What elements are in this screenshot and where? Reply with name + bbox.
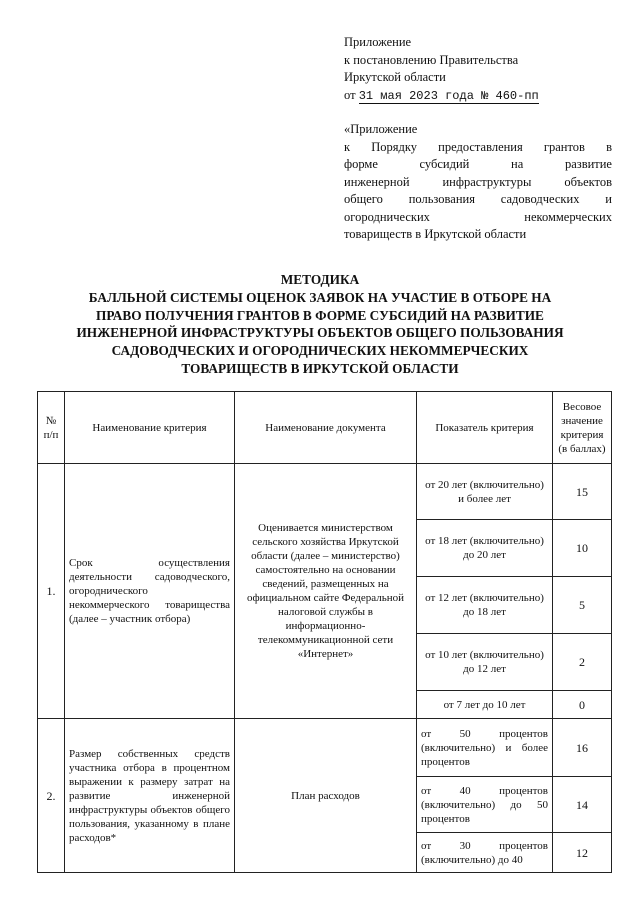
header-criterion: Наименование критерия <box>65 392 235 464</box>
order-line: общего пользования садоводческих и <box>344 192 612 206</box>
title-line: МЕТОДИКА <box>280 272 360 287</box>
indicator-cell: от 20 лет (включительно) и более лет <box>417 464 553 520</box>
title-line: САДОВОДЧЕСКИХ И ОГОРОДНИЧЕСКИХ НЕКОММЕРЧЕСКИХ <box>111 343 529 359</box>
appendix-line: Приложение <box>344 35 412 49</box>
order-line: инженерной инфраструктуры объектов <box>344 174 612 189</box>
appendix-line: Иркутской области <box>344 70 446 84</box>
indicator-cell: от 50 процентов (включительно) и более процентов <box>417 719 553 777</box>
title-line: ПРАВО ПОЛУЧЕНИЯ ГРАНТОВ В ФОРМЕ СУБСИДИЙ НА РАЗВИТИЕ <box>96 307 544 323</box>
table-header-row <box>38 392 612 464</box>
score-cell: 2 <box>553 634 612 691</box>
order-line: товариществ в Иркутской области <box>344 227 527 241</box>
date-prefix: от <box>344 87 356 102</box>
row-number: 1. <box>38 464 65 719</box>
score-cell: 5 <box>553 577 612 634</box>
score-cell: 15 <box>553 464 612 520</box>
score-cell: 10 <box>553 520 612 577</box>
procedure-appendix-note <box>344 121 612 244</box>
table-row <box>38 719 612 777</box>
criterion-name: Размер собственных средств участника отбора в процентном выражении к размеру затрат на развитие инженерной инфраструктуры объектов общего пользования, указанному в плане расходов* <box>65 719 235 873</box>
indicator-cell: от 18 лет (включительно) до 20 лет <box>417 520 553 577</box>
document-title <box>30 271 610 378</box>
title-line: БАЛЛЬНОЙ СИСТЕМЫ ОЦЕНОК ЗАЯВОК НА УЧАСТИЕ В ОТБОРЕ НА <box>88 289 552 305</box>
order-line: форме субсидий на развитие <box>344 157 612 171</box>
indicator-cell: от 7 лет до 10 лет <box>417 691 553 719</box>
indicator-cell: от 40 процентов (включительно) до 50 процентов <box>417 777 553 833</box>
government-resolution-appendix-note <box>344 34 612 105</box>
score-cell: 0 <box>553 691 612 719</box>
score-cell: 12 <box>553 833 612 873</box>
order-line: к Порядку предоставления грантов в <box>344 139 612 154</box>
order-line: «Приложение <box>344 122 418 136</box>
header-weight: Весовое значение критерия (в баллах) <box>553 392 612 464</box>
criterion-name: Срок осуществления деятельности садоводческого, огороднического некоммерческого товарищества (далее – участник отбора) <box>65 464 235 719</box>
resolution-date-line <box>344 87 612 106</box>
resolution-date-number: 31 мая 2023 года № 460-пп <box>358 88 539 103</box>
indicator-cell: от 10 лет (включительно) до 12 лет <box>417 634 553 691</box>
appendix-line: к постановлению Правительства <box>344 52 519 67</box>
header-indicator: Показатель критерия <box>417 392 553 464</box>
header-document: Наименование документа <box>235 392 417 464</box>
indicator-cell: от 30 процентов (включительно) до 40 <box>417 833 553 873</box>
score-cell: 14 <box>553 777 612 833</box>
order-line: огороднических некоммерческих <box>344 209 612 224</box>
criteria-table <box>37 391 612 873</box>
title-line: ТОВАРИЩЕСТВ В ИРКУТСКОЙ ОБЛАСТИ <box>181 360 459 376</box>
indicator-cell: от 12 лет (включительно) до 18 лет <box>417 577 553 634</box>
document-name: План расходов <box>235 719 417 873</box>
header-num: № п/п <box>38 392 65 464</box>
document-name: Оценивается министерством сельского хозяйства Иркутской области (далее – министерство) самостоятельно на основании сведений, размещенных на официальном сайте Федеральной налоговой службы в информационно-телекоммуникационной сети «Интернет» <box>235 464 417 719</box>
row-number: 2. <box>38 719 65 873</box>
table-row <box>38 464 612 520</box>
title-line: ИНЖЕНЕРНОЙ ИНФРАСТРУКТУРЫ ОБЪЕКТОВ ОБЩЕГО ПОЛЬЗОВАНИЯ <box>76 325 564 341</box>
score-cell: 16 <box>553 719 612 777</box>
